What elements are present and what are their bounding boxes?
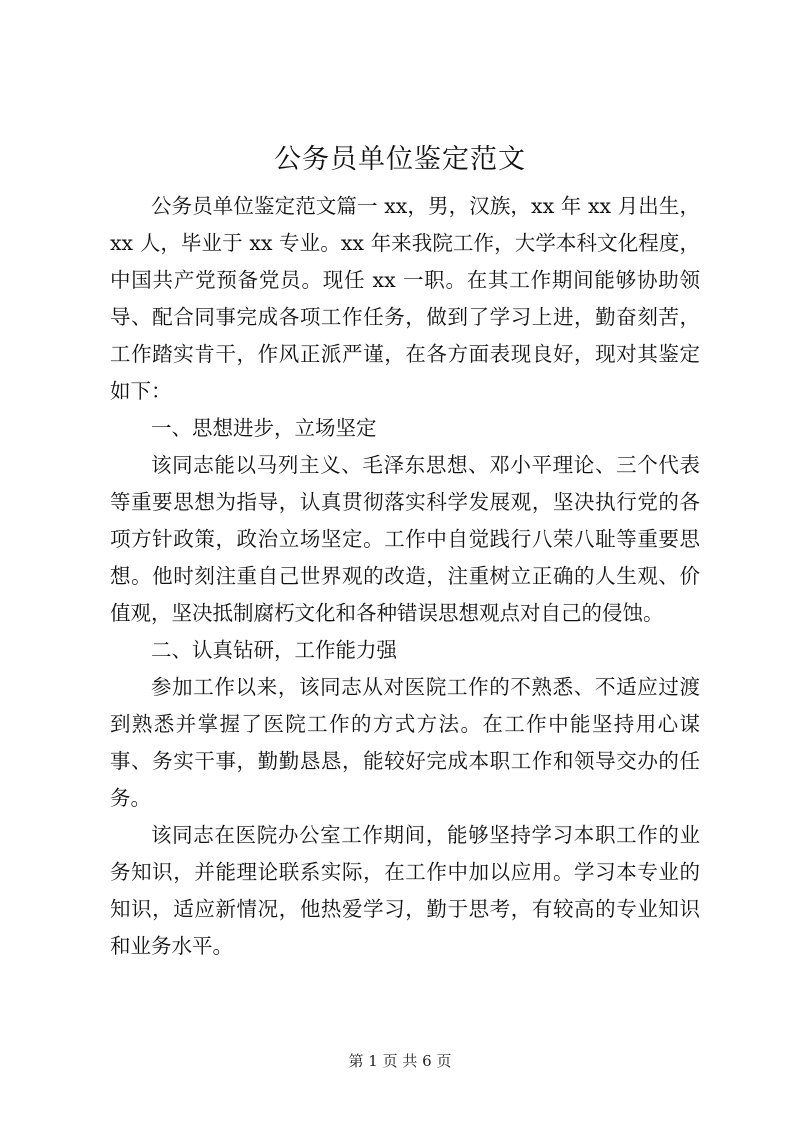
document-title: 公务员单位鉴定范文 — [274, 144, 526, 175]
section-heading-1: 一、思想进步，立场坚定 — [151, 416, 377, 440]
paragraph-office-work: 该同志在医院办公室工作期间，能够坚持学习本职工作的业务知识，并能理论联系实际，在工作中加以应用。学习本专业的知识，适应新情况，他热爱学习，勤于思考，有较高的专业知识和业务水平。 — [110, 823, 700, 958]
paragraph-work-ability: 参加工作以来，该同志从对医院工作的不熟悉、不适应过渡到熟悉并掌握了医院工作的方式方法。在工作中能坚持用心谋事、务实干事，勤勤恳恳，能较好完成本职工作和领导交办的任务。 — [110, 675, 700, 810]
page-number-footer: 第 1 页 共 6 页 — [348, 1052, 452, 1070]
paragraph-ideology: 该同志能以马列主义、毛泽东思想、邓小平理论、三个代表等重要思想为指导，认真贯彻落实科学发展观，坚决执行党的各项方针政策，政治立场坚定。工作中自觉践行八荣八耻等重要思想。他时刻注重自己世界观的改造，注重树立正确的人生观、价值观，坚决抵制腐朽文化和各种错误思想观点对自己的侵蚀。 — [110, 453, 700, 625]
paragraph-intro: 公务员单位鉴定范文篇一 xx，男，汉族，xx 年 xx 月出生，xx 人，毕业于 xx 专业。xx 年来我院工作，大学本科文化程度，中国共产党预备党员。现任 xx 一职。在其工作期间能够协助领导、配合同事完成各项工作任务，做到了学习上进，勤奋刻苦，工作踏实肯干，作风正派严谨，在各方面表现良好，现对其鉴定如下： — [110, 194, 700, 403]
section-heading-2: 二、认真钻研，工作能力强 — [151, 638, 397, 662]
document-body — [110, 188, 700, 965]
